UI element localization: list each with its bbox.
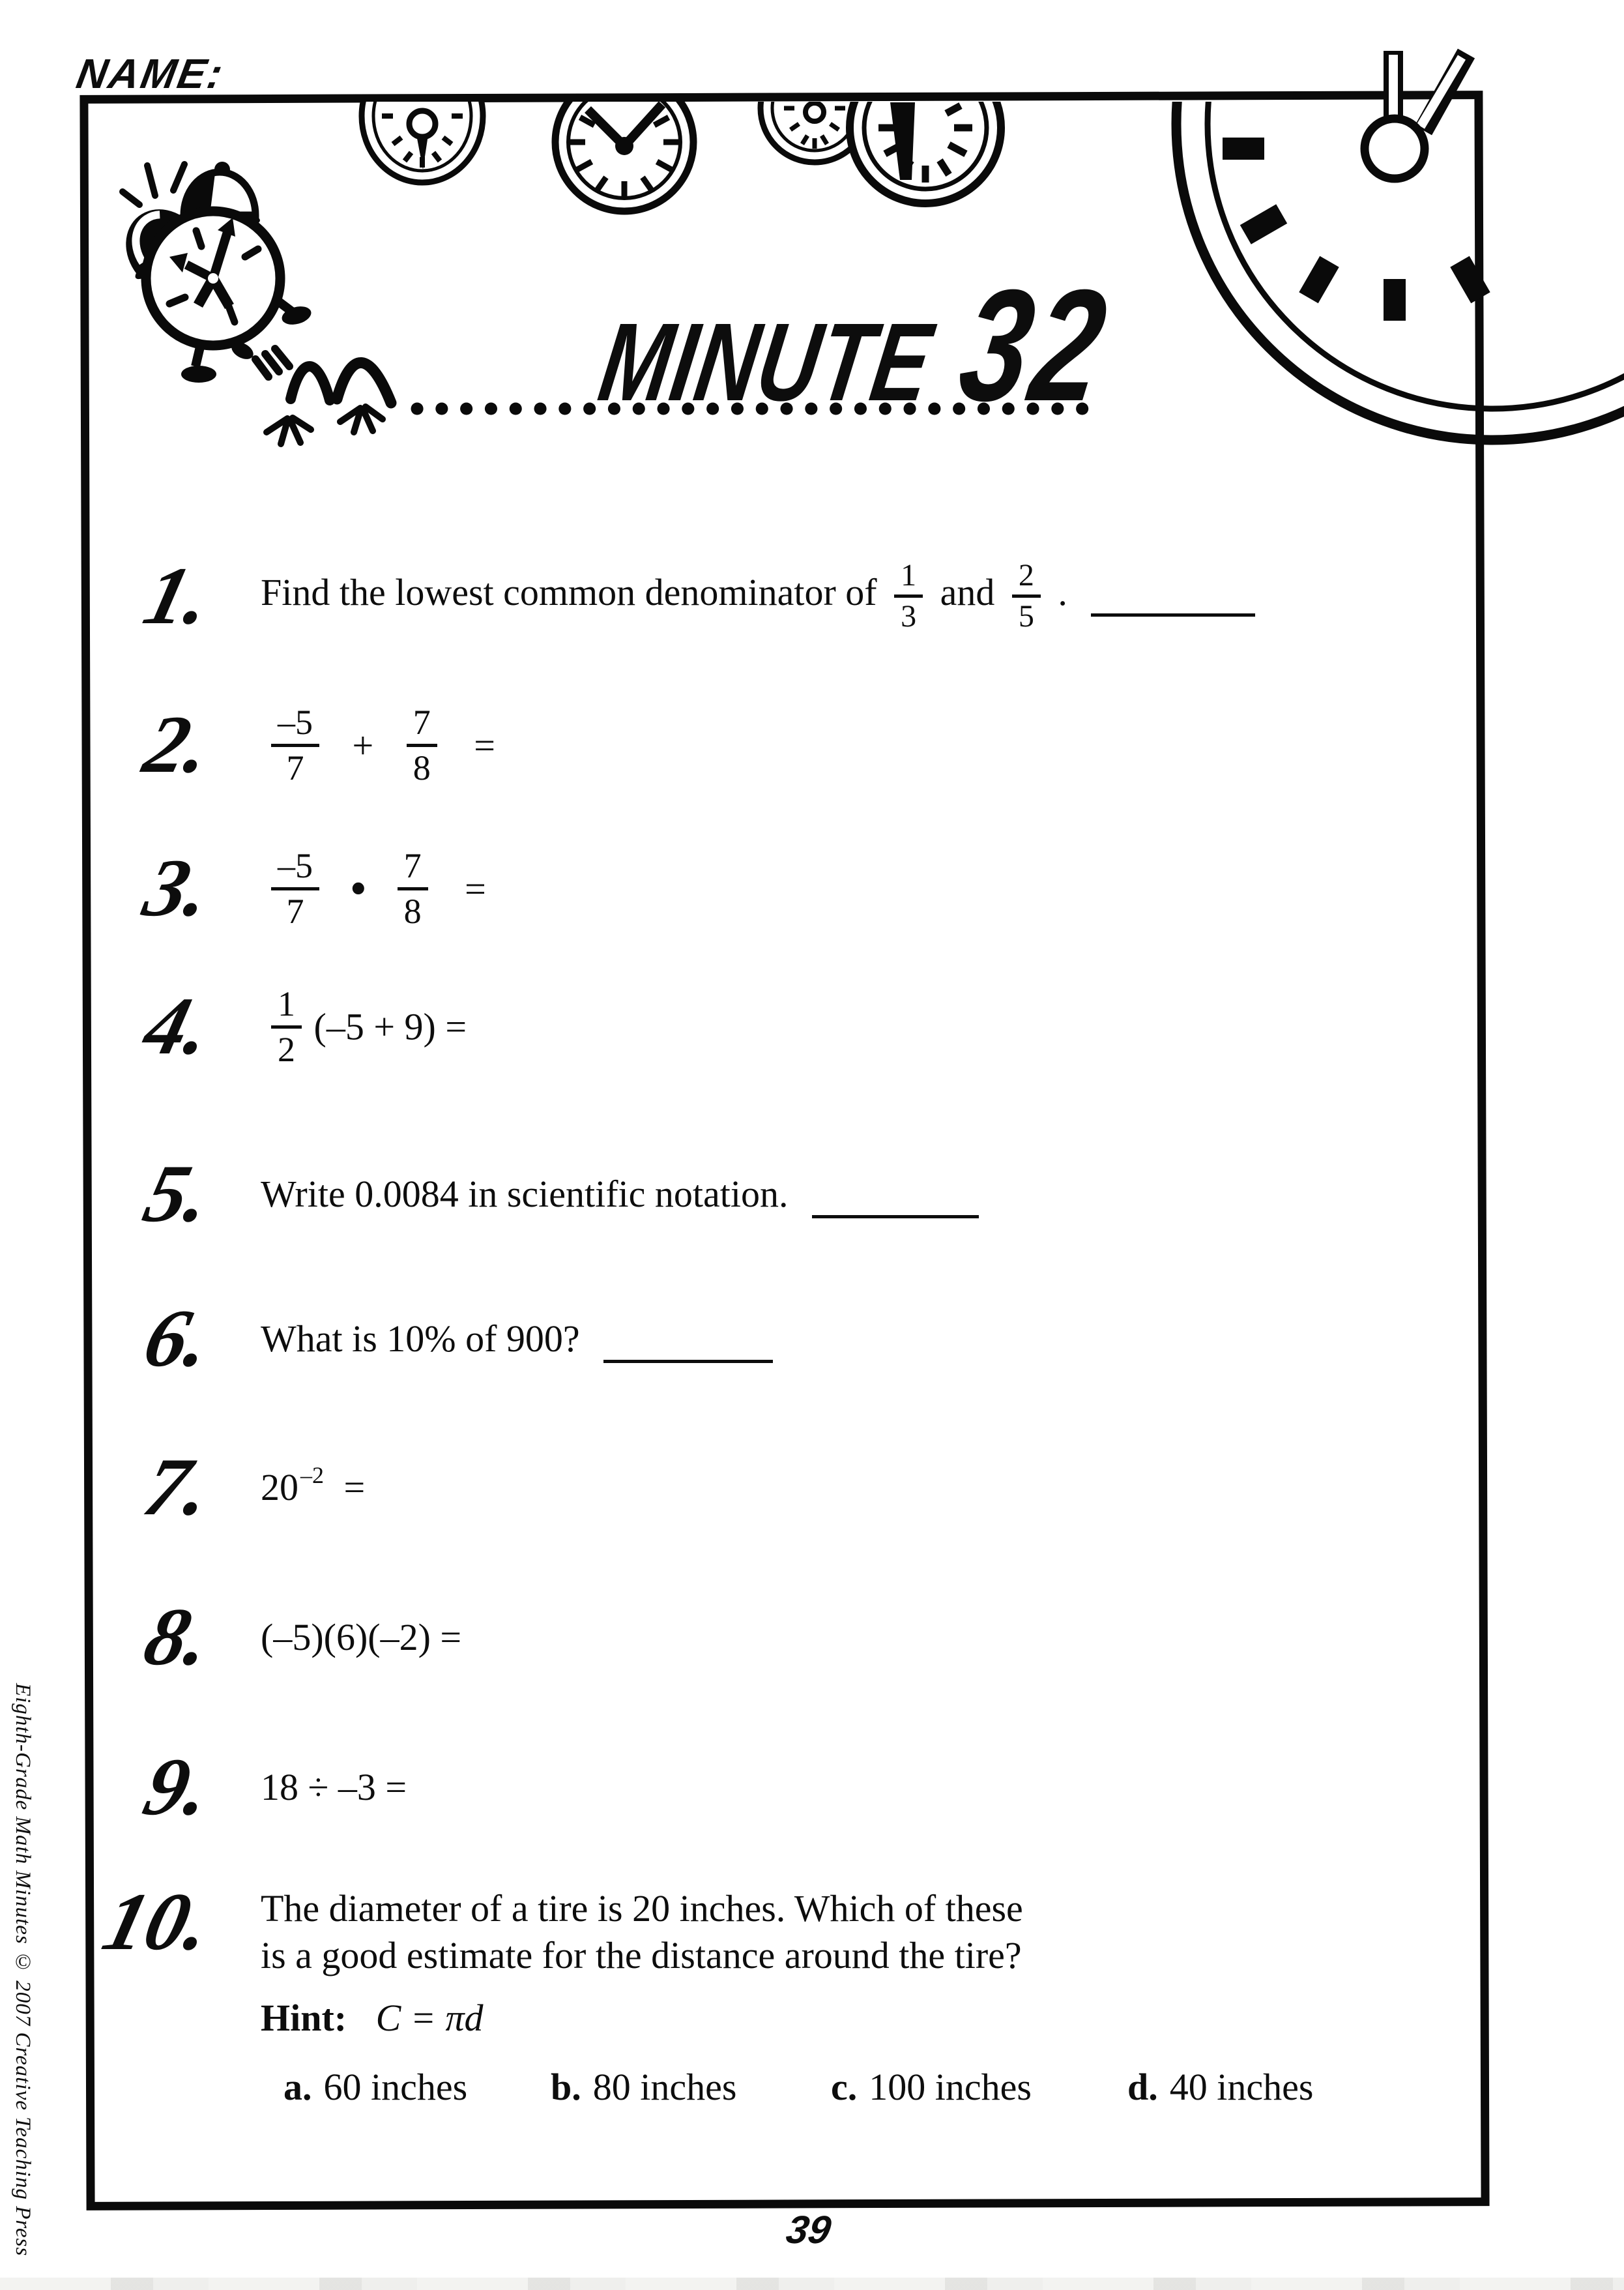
question-text: (–5 + 9) =	[313, 1005, 467, 1048]
fraction-denominator: 5	[1018, 599, 1034, 634]
large-clock-icon	[850, 52, 1001, 203]
question-text: Find the lowest common denominator of	[261, 571, 877, 614]
question-number: 3.	[136, 843, 220, 934]
fraction-denominator: 7	[286, 748, 304, 787]
question-text: .	[1058, 571, 1067, 614]
question-8	[85, 1592, 462, 1682]
fraction-denominator: 3	[901, 599, 917, 634]
page-number: 39	[783, 2208, 835, 2252]
copyright-sidebar: Eighth-Grade Math Minutes © 2007 Creative Teaching Press	[11, 1683, 35, 2257]
fraction-numerator: –5	[271, 704, 319, 747]
question-4	[85, 981, 467, 1072]
option-text: 100 inches	[869, 2066, 1032, 2108]
question-text: (–5)(6)(–2) =	[261, 1616, 462, 1659]
question-number: 1.	[136, 551, 220, 642]
question-5	[85, 1149, 979, 1239]
equals-sign: =	[474, 724, 495, 767]
fraction-numerator: 1	[894, 559, 923, 598]
question-text-line-1: The diameter of a tire is 20 inches. Which of these	[261, 1887, 1023, 1930]
question-number: 2.	[136, 699, 220, 791]
option-text: 40 inches	[1169, 2066, 1314, 2108]
question-number: 5.	[136, 1149, 220, 1239]
fraction-numerator: 7	[398, 847, 428, 890]
alarm-clock-icon	[107, 162, 313, 383]
question-6	[85, 1293, 773, 1384]
question-2	[85, 699, 495, 791]
answer-blank	[812, 1215, 979, 1218]
fraction	[407, 704, 437, 786]
question-number: 6.	[136, 1293, 220, 1384]
fraction-denominator: 8	[413, 748, 431, 787]
fraction-denominator: 7	[286, 891, 304, 931]
title-number: 32	[950, 256, 1120, 434]
answer-blank	[1091, 613, 1255, 617]
question-9	[85, 1742, 407, 1832]
fraction	[894, 559, 923, 634]
fraction-numerator: 2	[1012, 559, 1041, 598]
question-7	[85, 1442, 366, 1533]
question-1	[85, 551, 1255, 642]
option-c	[831, 2065, 1127, 2109]
fraction	[1012, 559, 1041, 634]
question-10	[85, 1877, 1551, 2109]
scan-edge-artifact	[0, 2278, 1624, 2290]
option-text: 60 inches	[323, 2066, 468, 2108]
question-number: 9.	[136, 1742, 220, 1832]
fraction	[271, 704, 319, 786]
question-text: What is 10% of 900?	[261, 1317, 580, 1360]
option-letter: a.	[283, 2066, 312, 2108]
fraction-numerator: –5	[271, 847, 319, 890]
operator-plus: +	[352, 724, 374, 767]
operator-dot: •	[349, 861, 368, 917]
fraction	[271, 847, 319, 930]
answer-blank	[603, 1360, 773, 1363]
name-label: NAME:	[73, 50, 228, 97]
option-letter: c.	[831, 2066, 858, 2108]
pocket-watch-icon	[362, 50, 483, 183]
fraction-denominator: 2	[278, 1029, 295, 1069]
fraction	[271, 986, 302, 1068]
question-text: 18 ÷ –3 =	[261, 1766, 407, 1809]
exponent: –2	[300, 1462, 324, 1489]
fraction-denominator: 8	[403, 891, 422, 931]
question-text: and	[940, 571, 995, 614]
worksheet-title	[592, 256, 1120, 434]
fraction	[398, 847, 428, 930]
bounce-trail-icon	[255, 349, 391, 444]
option-b	[551, 2065, 831, 2109]
hint-label: Hint:	[261, 1997, 347, 2039]
corner-clock-icon	[1176, 0, 1624, 440]
question-number: 4.	[136, 981, 220, 1072]
question-number: 8.	[136, 1592, 220, 1682]
option-letter: b.	[551, 2066, 581, 2108]
hint-formula: C = πd	[375, 1997, 484, 2039]
option-d	[1127, 2065, 1313, 2109]
equals-sign: =	[465, 867, 486, 910]
question-3	[85, 843, 486, 934]
option-letter: d.	[1127, 2066, 1158, 2108]
question-number: 10.	[94, 1877, 220, 1967]
option-text: 80 inches	[592, 2066, 737, 2108]
fraction-numerator: 7	[407, 704, 437, 747]
equals-sign: =	[343, 1466, 366, 1509]
option-a	[283, 2065, 551, 2109]
question-text-line-2: is a good estimate for the distance around the tire?	[261, 1934, 1022, 1976]
question-text: 20	[261, 1466, 298, 1509]
fraction-numerator: 1	[271, 986, 302, 1029]
answer-options	[261, 2065, 1551, 2109]
question-text: Write 0.0084 in scientific notation.	[261, 1173, 789, 1216]
title-word: MINUTE	[592, 301, 940, 424]
question-number: 7.	[136, 1442, 220, 1533]
